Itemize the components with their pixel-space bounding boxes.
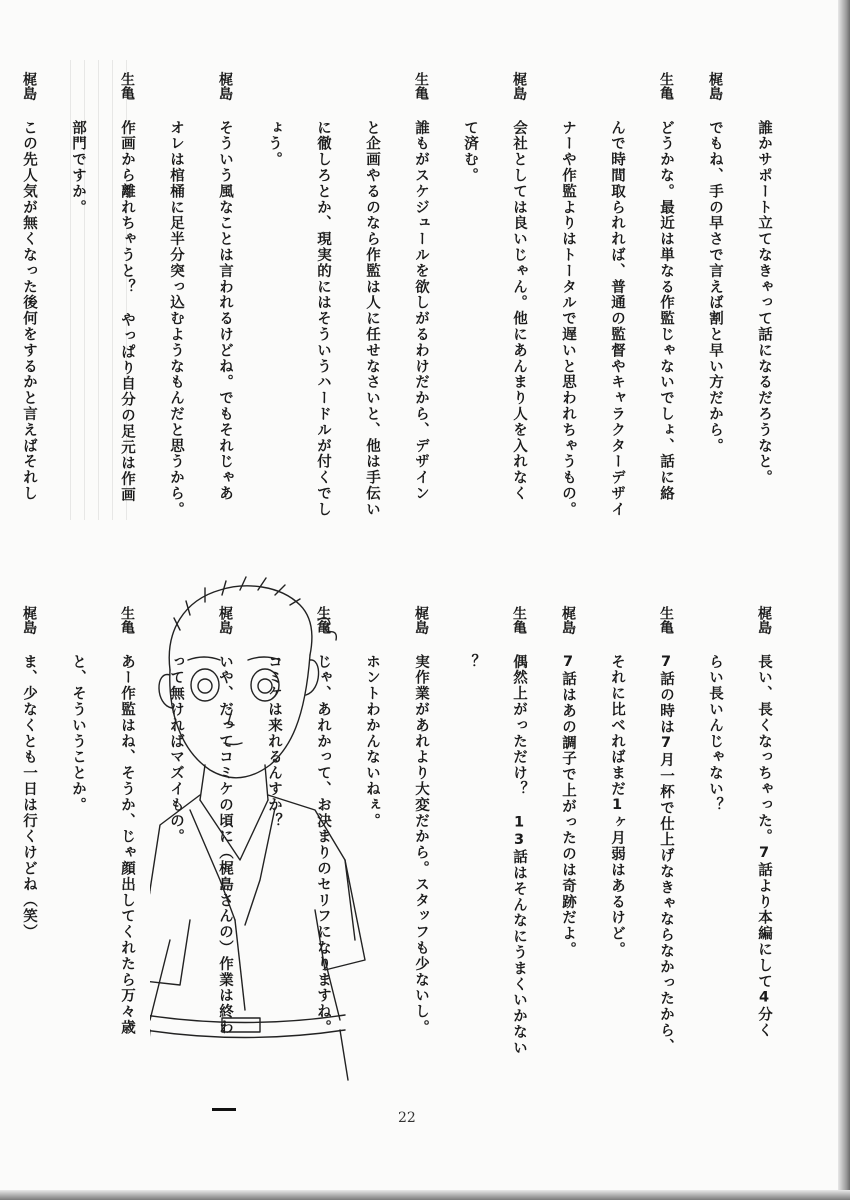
speaker-name: 梶島: [413, 606, 429, 634]
speaker-name: 梶島: [707, 72, 723, 100]
dialogue-text: ？: [462, 654, 478, 670]
speaker-name: 生亀: [119, 72, 135, 100]
speaker-name: 生亀: [658, 606, 674, 634]
speaker-name: 生亀: [119, 606, 135, 634]
scan-edge-bottom: [0, 1190, 850, 1200]
dialogue-line: [396, 72, 445, 592]
dialogue-line: [298, 72, 347, 592]
dialogue-text: んで時間取られれば、普通の監督やキャラクターデザイ: [609, 120, 625, 518]
dialogue-text: と、そういうことか。: [70, 654, 86, 813]
speaker-name: [305, 72, 341, 112]
speaker-name: [256, 72, 292, 112]
dialogue-text: ナーや作監よりはトータルで遅いと思われちゃうもの。: [560, 120, 576, 518]
dialogue-text: 部門ですか。: [70, 120, 86, 216]
speaker-name: [158, 72, 194, 112]
dialogue-line: [592, 606, 641, 1096]
dialogue-line: [592, 72, 641, 592]
dialogue-text: コミケは来れるんすか？: [266, 654, 282, 829]
page-number: 22: [398, 1110, 416, 1126]
dialogue-line: [494, 606, 543, 1096]
dialogue-line: [739, 606, 788, 1096]
dialogue-text: 偶然上がっただけ？ 13話はそんなにうまくいかない: [511, 654, 527, 1056]
dialogue-text: 誰かサポート立てなきゃって話になるだろうなと。: [756, 120, 772, 486]
speaker-name: 梶島: [217, 72, 233, 100]
speaker-name: [0, 606, 4, 646]
speaker-name: [452, 606, 488, 646]
dialogue-line: [494, 72, 543, 592]
dialogue-line: [347, 72, 396, 592]
dialogue-line: [445, 606, 494, 1096]
dialogue-line: [102, 72, 151, 592]
dialogue-text: に徹しろとか、現実的にはそういうハードルが付くでし: [315, 120, 331, 518]
dialogue-text: どうかな。最近は単なる作監じゃないでしょ、話に絡: [658, 120, 674, 502]
speaker-name: [746, 72, 782, 112]
dialogue-text: ホントわかんないねぇ。: [364, 654, 380, 829]
dialogue-text: あー作監はね、そうか、じゃ顔出してくれたら万々歳: [119, 654, 135, 1036]
dialogue-line: [53, 606, 102, 1096]
dialogue-line: [543, 72, 592, 592]
dialogue-line: [690, 72, 739, 592]
dialogue-text: いや、だってコミケの頃に（梶島さんの）作業は終わ: [217, 654, 233, 1036]
dialogue-line: [53, 72, 102, 592]
dialogue-text: 誰もがスケジュールを欲しがるわけだから、デザイン: [413, 120, 429, 502]
dialogue-text: 作画から離れちゃうと？ やっぱり自分の足元は作画: [119, 120, 135, 504]
dialogue-text: 長い、長くなっちゃった。7話より本編にして4分く: [756, 654, 772, 1039]
dialogue-text: そういう風なことは言われるけどね。でもそれじゃあ: [217, 120, 233, 502]
dialogue-line: [543, 606, 592, 1096]
character-sketch-illustration: [150, 560, 370, 1100]
speaker-name: [697, 606, 733, 646]
speaker-name: 生亀: [413, 72, 429, 100]
dialogue-line: [4, 72, 53, 592]
speaker-name: 梶島: [560, 606, 576, 634]
dialogue-line: [641, 606, 690, 1096]
dialogue-text: この先人気が無くなった後何をするかと言えばそれし: [21, 120, 37, 502]
dialogue-line: [739, 72, 788, 592]
speaker-name: 梶島: [217, 606, 233, 634]
dialogue-text: 7話の時は7月一杯で仕上げなきゃならなかったから、: [658, 654, 674, 1055]
dialogue-line: [249, 72, 298, 592]
speaker-name: [452, 72, 488, 112]
dialogue-text: それに比べればまだ1ヶ月弱はあるけど。: [609, 654, 625, 958]
speaker-name: [354, 72, 390, 112]
dialogue-text: と企画やるのなら作監は人に任せなさいと、他は手伝い: [364, 120, 380, 518]
dialogue-text: 7話はあの調子で上がったのは奇跡だよ。: [560, 654, 576, 958]
page-mark-line: [212, 1108, 236, 1111]
dialogue-text: 実作業があれより大変だから。スタッフも少ないし。: [413, 654, 429, 1036]
dialogue-line: [690, 606, 739, 1096]
dialogue-text: て済む。: [462, 120, 478, 184]
speaker-name: [60, 606, 96, 646]
bottom-interview-block: [0, 606, 788, 1096]
speaker-name: [599, 72, 635, 112]
speaker-name: 生亀: [658, 72, 674, 100]
dialogue-line: [151, 72, 200, 592]
speaker-name: 生亀: [511, 606, 527, 634]
dialogue-text: って無ければマズイもの。: [168, 654, 184, 845]
dialogue-text: 会社としては良いじゃん。他にあんまり人を入れなく: [511, 120, 527, 502]
dialogue-text: じゃ、あれかって、お決まりのセリフになりますね。: [315, 654, 331, 1036]
dialogue-text: ょう。: [266, 120, 282, 168]
speaker-name: [599, 606, 635, 646]
dialogue-text: でもね、手の早さで言えば割と早い方だから。: [707, 120, 723, 454]
speaker-name: [60, 72, 96, 112]
speaker-name: 梶島: [511, 72, 527, 100]
speaker-name: 梶島: [21, 72, 37, 100]
speaker-name: 梶島: [21, 606, 37, 634]
dialogue-text: ま、少なくとも一日は行くけどね（笑）: [21, 654, 37, 941]
dialogue-line: [200, 72, 249, 592]
dialogue-line: [4, 606, 53, 1096]
top-interview-block: [0, 72, 788, 592]
dialogue-line: [396, 606, 445, 1096]
dialogue-text: オレは棺桶に足半分突っ込むようなもんだと思うから。: [168, 120, 184, 518]
speaker-name: 梶島: [756, 606, 772, 634]
dialogue-line: [641, 72, 690, 592]
dialogue-line: [445, 72, 494, 592]
scan-edge-right: [838, 0, 850, 1200]
dialogue-line: [102, 606, 151, 1096]
dialogue-text: らい長いんじゃない？: [707, 654, 723, 813]
speaker-name: [550, 72, 586, 112]
speaker-name: 生亀: [315, 606, 331, 634]
